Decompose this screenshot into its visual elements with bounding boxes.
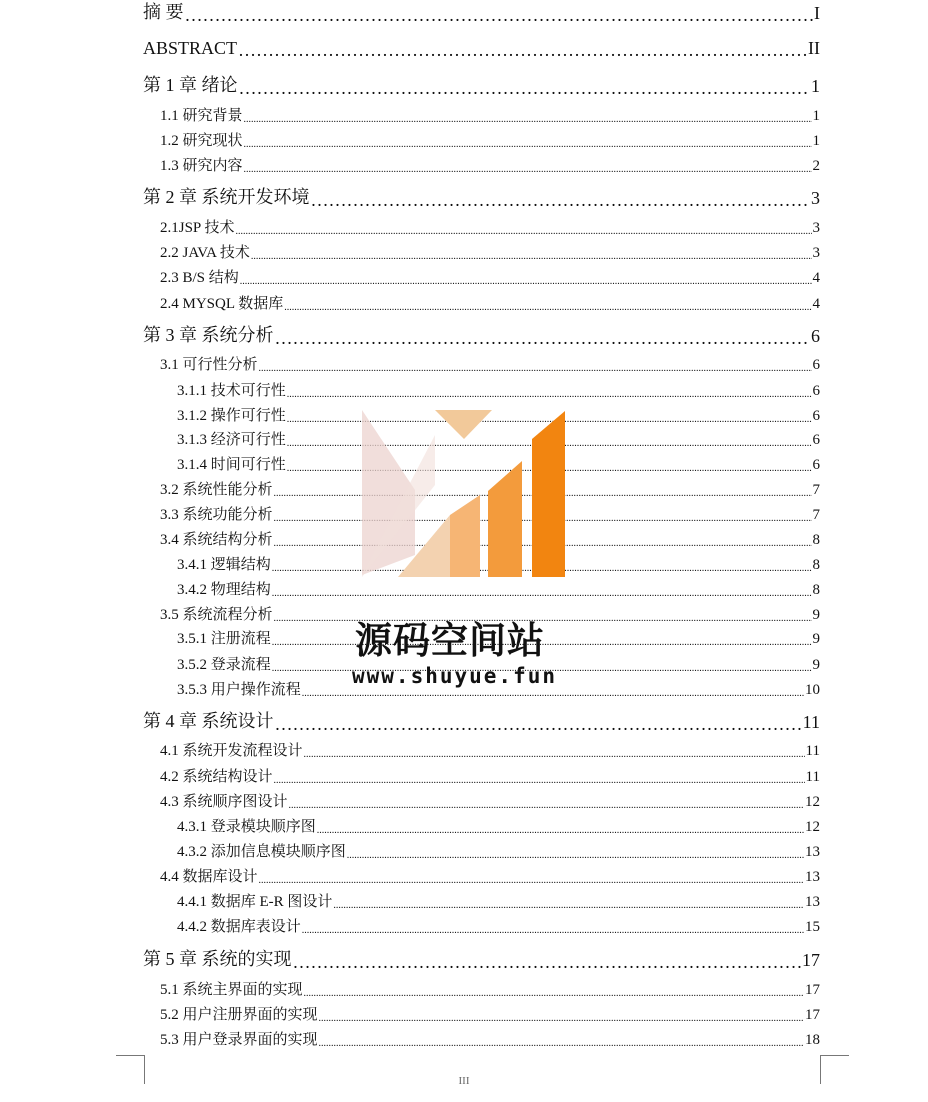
toc-entry-title: 5.2 用户注册界面的实现 [160,1007,318,1023]
toc-leader-dots [319,1035,804,1049]
toc-entry[interactable] [160,791,820,811]
toc-entry[interactable] [177,916,820,936]
toc-leader-dots [251,248,812,262]
toc-entry[interactable] [143,0,820,24]
toc-entry-title: ABSTRACT [143,38,238,58]
toc-leader-dots [238,41,807,59]
toc-leader-dots [240,273,812,287]
toc-entry-page: 2 [812,158,820,174]
toc-entry[interactable] [160,866,820,886]
toc-entry-page: 9 [812,657,820,673]
toc-entry-page: 3 [812,220,820,236]
toc-entry-page: I [814,3,820,23]
toc-leader-dots [185,6,814,24]
toc-entry-title: 5.3 用户登录界面的实现 [160,1032,318,1048]
toc-entry-page: 9 [812,607,820,623]
toc-entry[interactable] [160,105,820,125]
toc-entry-title: 4.1 系统开发流程设计 [160,743,303,759]
toc-entry-title: 3.4.2 物理结构 [177,582,271,598]
toc-entry-title: 1.1 研究背景 [160,108,243,124]
logo-bar-2 [488,461,522,577]
toc-entry[interactable] [143,35,820,59]
toc-entry[interactable] [177,816,820,836]
toc-entry-title: 2.1JSP 技术 [160,220,235,236]
toc-entry-title: 3.5.3 用户操作流程 [177,682,301,698]
toc-entry-title: 摘 要 [143,2,184,22]
toc-leader-dots [302,922,804,936]
toc-entry[interactable] [143,73,820,97]
toc-entry-page: 8 [812,532,820,548]
toc-leader-dots [293,953,802,971]
toc-leader-dots [333,897,804,911]
toc-leader-dots [244,161,812,175]
toc-entry-page: 10 [805,682,820,698]
toc-leader-dots [319,1010,804,1024]
toc-entry-page: 17 [802,950,820,970]
toc-entry-title: 2.2 JAVA 技术 [160,245,250,261]
toc-entry[interactable] [160,1029,820,1049]
toc-entry-title: 第 2 章 系统开发环境 [143,187,310,207]
toc-entry-title: 4.3 系统顺序图设计 [160,794,288,810]
toc-entry[interactable] [143,947,820,971]
toc-entry[interactable] [177,380,820,400]
toc-leader-dots [304,746,805,760]
toc-entry-page: 11 [802,712,820,732]
logo-bar-1 [450,495,480,577]
toc-entry-title: 2.4 MYSQL 数据库 [160,296,284,312]
toc-entry-title: 第 4 章 系统设计 [143,711,274,731]
toc-leader-dots [244,111,812,125]
toc-entry-page: 8 [812,557,820,573]
toc-entry-page: 6 [812,408,820,424]
toc-entry[interactable] [177,841,820,861]
toc-entry-title: 3.4.1 逻辑结构 [177,557,271,573]
toc-entry-title: 3.1.1 技术可行性 [177,383,286,399]
toc-entry-title: 4.3.2 添加信息模块顺序图 [177,844,346,860]
toc-entry-title: 4.4 数据库设计 [160,869,258,885]
toc-entry-page: II [808,38,820,58]
toc-leader-dots [311,191,811,209]
toc-leader-dots [287,386,812,400]
watermark-url: www.shuyue.fun [352,664,558,688]
toc-entry-page: 4 [812,296,820,312]
toc-entry-title: 3.3 系统功能分析 [160,507,273,523]
toc-entry-title: 第 5 章 系统的实现 [143,949,292,969]
toc-entry[interactable] [160,293,820,313]
toc-entry[interactable] [143,709,820,733]
toc-leader-dots [239,79,811,97]
toc-entry-title: 4.2 系统结构设计 [160,769,273,785]
toc-entry[interactable] [160,740,820,760]
toc-entry-title: 3.1.2 操作可行性 [177,408,286,424]
toc-entry-title: 1.2 研究现状 [160,133,243,149]
toc-entry-page: 6 [812,357,820,373]
toc-entry[interactable] [160,130,820,150]
toc-entry[interactable] [160,979,820,999]
logo-bar-3 [532,411,565,577]
toc-entry-page: 12 [805,794,820,810]
toc-entry-title: 第 1 章 绪论 [143,75,238,95]
toc-entry-page: 12 [805,819,820,835]
toc-entry-page: 4 [812,270,820,286]
toc-leader-dots [274,772,805,786]
toc-leader-dots [275,329,811,347]
toc-entry-title: 3.4 系统结构分析 [160,532,273,548]
toc-entry[interactable] [160,267,820,287]
toc-entry-page: 1 [812,133,820,149]
toc-entry[interactable] [160,354,820,374]
watermark-title: 源码空间站 [355,619,545,662]
toc-entry-page: 1 [812,108,820,124]
toc-leader-dots [244,136,812,150]
toc-leader-dots [259,872,804,886]
toc-entry-page: 6 [812,383,820,399]
toc-leader-dots [304,985,804,999]
toc-entry[interactable] [160,1004,820,1024]
toc-entry-page: 3 [811,188,820,208]
toc-entry-title: 第 3 章 系统分析 [143,325,274,345]
toc-entry[interactable] [143,323,820,347]
toc-entry-page: 7 [812,507,820,523]
toc-leader-dots [259,360,812,374]
toc-entry-page: 8 [812,582,820,598]
toc-entry-page: 11 [805,769,820,785]
page-number: III [458,1075,470,1087]
toc-entry-page: 13 [805,894,820,910]
toc-entry-title: 3.5 系统流程分析 [160,607,273,623]
toc-leader-dots [235,223,811,237]
toc-leader-dots [284,299,811,313]
toc-leader-dots [289,797,804,811]
toc-entry-title: 4.3.1 登录模块顺序图 [177,819,316,835]
toc-entry-title: 3.2 系统性能分析 [160,482,273,498]
toc-entry-page: 7 [812,482,820,498]
toc-entry-title: 3.5.1 注册流程 [177,631,271,647]
toc-leader-dots [275,715,802,733]
toc-entry-page: 9 [812,631,820,647]
toc-entry[interactable] [143,185,820,209]
toc-entry-page: 6 [812,457,820,473]
toc-entry-page: 15 [805,919,820,935]
toc-entry-page: 6 [812,432,820,448]
toc-entry[interactable] [160,242,820,262]
toc-entry-title: 3.1.3 经济可行性 [177,432,286,448]
toc-entry-page: 3 [812,245,820,261]
toc-entry-title: 3.5.2 登录流程 [177,657,271,673]
logo-triangle [435,410,492,439]
toc-entry-title: 4.4.1 数据库 E-R 图设计 [177,894,333,910]
toc-leader-dots [347,847,804,861]
toc-entry-page: 1 [811,76,820,96]
toc-leader-dots [317,822,804,836]
toc-entry[interactable] [160,766,820,786]
toc-entry-title: 1.3 研究内容 [160,158,243,174]
toc-entry-title: 2.3 B/S 结构 [160,270,239,286]
toc-entry[interactable] [177,891,820,911]
toc-entry-page: 6 [811,326,820,346]
toc-entry-page: 17 [805,982,820,998]
toc-entry-page: 18 [805,1032,820,1048]
toc-entry-page: 17 [805,1007,820,1023]
toc-entry-page: 13 [805,844,820,860]
toc-entry[interactable] [160,217,820,237]
toc-entry-title: 4.4.2 数据库表设计 [177,919,301,935]
toc-entry[interactable] [160,155,820,175]
toc-entry-title: 3.1.4 时间可行性 [177,457,286,473]
toc-entry-page: 13 [805,869,820,885]
toc-entry-title: 3.1 可行性分析 [160,357,258,373]
toc-entry-page: 11 [805,743,820,759]
toc-entry-title: 5.1 系统主界面的实现 [160,982,303,998]
